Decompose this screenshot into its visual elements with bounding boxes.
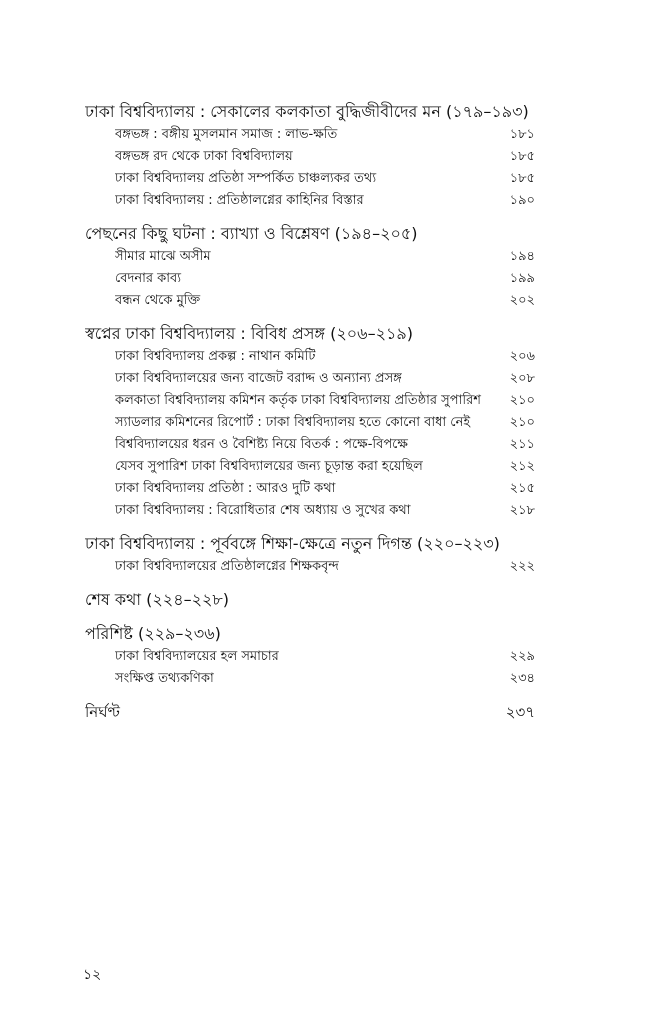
entry-title: ঢাকা বিশ্ববিদ্যালয়ের জন্য বাজেট বরাদ্দ ও অন্যান্য প্রসঙ্গ [115, 371, 402, 386]
toc-entry-index [85, 700, 535, 724]
toc-entry [85, 190, 535, 212]
toc-entry [85, 412, 535, 434]
entry-title: সংক্ষিপ্ত তথ্যকণিকা [115, 671, 214, 686]
entry-title: সীমার মাঝে অসীম [115, 249, 211, 264]
toc-entry [85, 124, 535, 146]
entry-title: বিশ্ববিদ্যালয়ের ধরন ও বৈশিষ্ট্য নিয়ে বিতর্ক : পক্ষে-বিপক্ষে [115, 437, 408, 452]
toc-entry [85, 268, 535, 290]
toc-entry [85, 146, 535, 168]
entry-page-number: ১৮৫ [509, 149, 535, 164]
toc-entry [85, 478, 535, 500]
entry-page-number: ১৯৪ [509, 249, 535, 264]
entry-page-number: ১৮৫ [509, 171, 535, 186]
toc-entry [85, 346, 535, 368]
entry-title: ঢাকা বিশ্ববিদ্যালয় : বিরোধিতার শেষ অধ্যায় ও সুখের কথা [115, 503, 411, 518]
entry-title: যেসব সুপারিশ ঢাকা বিশ্ববিদ্যালয়ের জন্য চূড়ান্ত করা হয়েছিল [115, 459, 423, 474]
entry-page-number: ২০২ [509, 293, 535, 308]
section-heading: স্বপ্নের ঢাকা বিশ্ববিদ্যালয় : বিবিধ প্রসঙ্গ (২০৬–২১৯) [85, 324, 413, 343]
toc-section [85, 322, 535, 522]
entry-title: কলকাতা বিশ্ববিদ্যালয় কমিশন কর্তৃক ঢাকা বিশ্ববিদ্যালয় প্রতিষ্ঠার সুপারিশ [115, 393, 481, 408]
entry-title: ঢাকা বিশ্ববিদ্যালয়ের প্রতিষ্ঠালগ্নের শিক্ষকবৃন্দ [115, 559, 339, 574]
index-title: নির্ঘণ্ট [85, 703, 120, 721]
entry-title: ঢাকা বিশ্ববিদ্যালয় : প্রতিষ্ঠালগ্নের কাহিনির বিস্তার [115, 193, 364, 208]
entry-title: বেদনার কাব্য [115, 271, 182, 286]
toc-section [85, 622, 535, 690]
entry-page-number: ২১২ [509, 459, 535, 474]
entry-page-number: ২১০ [509, 393, 535, 408]
toc-section [85, 100, 535, 212]
toc-entry [85, 556, 535, 578]
entry-page-number: ১৯৯ [509, 271, 535, 286]
entry-title: ঢাকা বিশ্ববিদ্যালয় প্রতিষ্ঠা : আরও দুটি কথা [115, 481, 336, 496]
section-heading: ঢাকা বিশ্ববিদ্যালয় : পূর্ববঙ্গে শিক্ষা-ক্ষেত্রে নতুন দিগন্ত (২২০–২২৩) [85, 534, 500, 553]
entry-title: বঙ্গভঙ্গ : বঙ্গীয় মুসলমান সমাজ : লাভ-ক্ষতি [115, 127, 338, 142]
entry-title: ঢাকা বিশ্ববিদ্যালয় প্রতিষ্ঠা সম্পর্কিত চাঞ্চল্যকর তথ্য [115, 171, 377, 186]
entry-title: ঢাকা বিশ্ববিদ্যালয় প্রকল্প : নাথান কমিটি [115, 349, 316, 364]
toc-entry [85, 246, 535, 268]
toc-entry [85, 434, 535, 456]
entry-page-number: ১৮১ [509, 127, 535, 142]
toc-entry [85, 668, 535, 690]
entry-page-number: ২২২ [509, 559, 535, 574]
entry-page-number: ২১৫ [509, 481, 535, 496]
toc-section-index [85, 700, 535, 724]
entry-title: বন্ধন থেকে মুক্তি [115, 293, 201, 308]
entry-page-number: ২১৮ [509, 503, 535, 518]
toc-entry [85, 168, 535, 190]
table-of-contents [85, 100, 535, 734]
entry-title: ঢাকা বিশ্ববিদ্যালয়ের হল সমাচার [115, 649, 279, 664]
toc-entry [85, 390, 535, 412]
page-number: ১২ [83, 967, 102, 983]
entry-page-number: ১৯০ [509, 193, 535, 208]
entry-page-number: ২২৯ [509, 649, 535, 664]
entry-title: স্যাডলার কমিশনের রিপোর্ট : ঢাকা বিশ্ববিদ্যালয় হতে কোনো বাধা নেই [115, 415, 471, 430]
entry-page-number: ২৩৪ [509, 671, 535, 686]
entry-page-number: ২০৬ [509, 349, 535, 364]
section-heading: পেছনের কিছু ঘটনা : ব্যাখ্যা ও বিশ্লেষণ (১৯৪–২০৫) [85, 224, 418, 243]
toc-section [85, 222, 535, 312]
section-heading: ঢাকা বিশ্ববিদ্যালয় : সেকালের কলকাতা বুদ্ধিজীবীদের মন (১৭৯–১৯৩) [85, 102, 529, 121]
entry-page-number: ২১১ [509, 437, 535, 452]
entry-title: বঙ্গভঙ্গ রদ থেকে ঢাকা বিশ্ববিদ্যালয় [115, 149, 293, 164]
section-heading: শেষ কথা (২২৪–২২৮) [85, 590, 230, 609]
toc-entry [85, 290, 535, 312]
toc-entry [85, 646, 535, 668]
toc-entry [85, 368, 535, 390]
entry-page-number: ২০৮ [509, 371, 535, 386]
section-heading: পরিশিষ্ট (২২৯–২৩৬) [85, 624, 221, 643]
entry-page-number: ২১০ [509, 415, 535, 430]
toc-entry [85, 456, 535, 478]
toc-section [85, 532, 535, 578]
index-page-number: ২৩৭ [505, 703, 535, 721]
toc-entry [85, 500, 535, 522]
toc-section [85, 588, 535, 612]
